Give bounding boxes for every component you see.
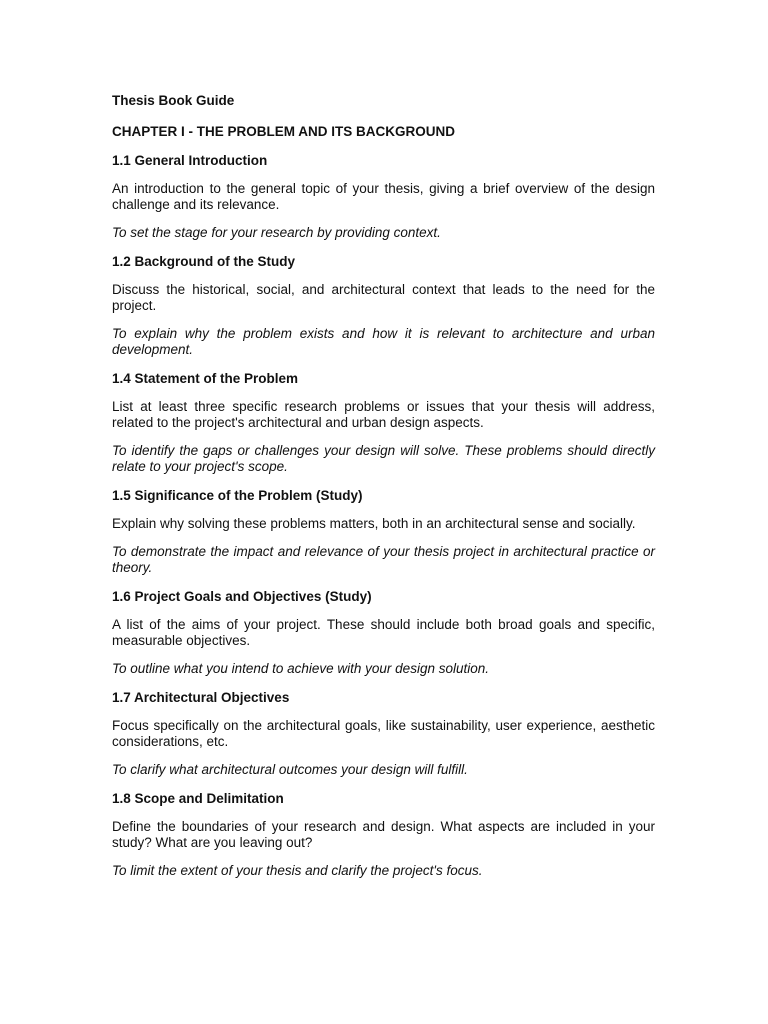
document-title: Thesis Book Guide xyxy=(112,93,235,108)
section-heading: 1.4 Statement of the Problem xyxy=(112,371,299,386)
section-purpose: To demonstrate the impact and relevance of your thesis project in architectural practice or theory. xyxy=(112,544,655,575)
section-heading: 1.6 Project Goals and Objectives (Study) xyxy=(112,589,372,604)
section-body: A list of the aims of your project. These should include both broad goals and specific, measurable objectives. xyxy=(112,617,655,648)
section-goals-and-objectives xyxy=(112,588,655,677)
section-purpose: To outline what you intend to achieve with your design solution. xyxy=(112,661,489,676)
section-heading: 1.5 Significance of the Problem (Study) xyxy=(112,488,363,503)
chapter-title: CHAPTER I - THE PROBLEM AND ITS BACKGROUND xyxy=(112,124,455,139)
section-significance-of-problem xyxy=(112,487,655,576)
section-purpose: To clarify what architectural outcomes your design will fulfill. xyxy=(112,762,468,777)
section-heading: 1.8 Scope and Delimitation xyxy=(112,791,284,806)
section-purpose: To identify the gaps or challenges your design will solve. These problems should directly relate to your project's scope. xyxy=(112,443,655,474)
section-purpose: To explain why the problem exists and how it is relevant to architecture and urban development. xyxy=(112,326,655,357)
section-heading: 1.7 Architectural Objectives xyxy=(112,690,290,705)
section-body: Discuss the historical, social, and architectural context that leads to the need for the project. xyxy=(112,282,655,313)
section-body: An introduction to the general topic of your thesis, giving a brief overview of the design challenge and its relevance. xyxy=(112,181,655,212)
section-statement-of-problem xyxy=(112,370,655,475)
section-scope-and-delimitation xyxy=(112,790,655,879)
section-general-introduction xyxy=(112,152,655,241)
section-body: Define the boundaries of your research and design. What aspects are included in your study? What are you leaving out? xyxy=(112,819,655,850)
section-body: Explain why solving these problems matters, both in an architectural sense and socially. xyxy=(112,516,636,531)
document-page xyxy=(112,92,655,891)
section-architectural-objectives xyxy=(112,689,655,778)
section-heading: 1.2 Background of the Study xyxy=(112,254,296,269)
section-body: List at least three specific research problems or issues that your thesis will address, related to the project's architectural and urban design aspects. xyxy=(112,399,655,430)
section-purpose: To limit the extent of your thesis and clarify the project's focus. xyxy=(112,863,483,878)
section-background-of-study xyxy=(112,253,655,358)
section-body: Focus specifically on the architectural goals, like sustainability, user experience, aesthetic considerations, etc. xyxy=(112,718,655,749)
section-purpose: To set the stage for your research by providing context. xyxy=(112,225,441,240)
section-heading: 1.1 General Introduction xyxy=(112,153,268,168)
